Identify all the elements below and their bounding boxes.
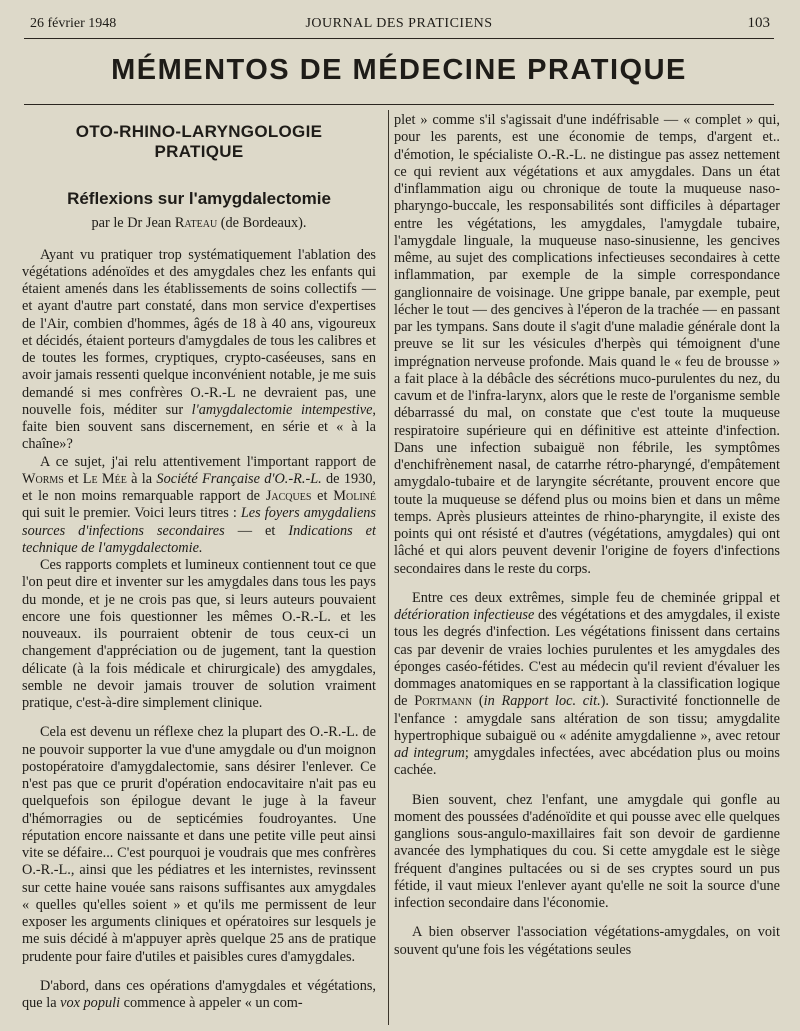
paragraph-text: ; amygdales infectées, avec abcédation plus ou moins cachée. [394, 745, 780, 779]
emphasis-text: Indications et technique de l'amygdalectomie. [22, 522, 376, 556]
paragraph-text: et [311, 488, 334, 504]
paragraph: A bien observer l'association végétations-amygdales, on voit souvent qu'une fois les végétations seules [394, 924, 780, 958]
running-head [24, 12, 774, 39]
emphasis-text: in Rapport loc. cit. [483, 693, 601, 710]
paragraph-text: ( [472, 693, 484, 710]
paragraph: Cela est devenu un réflexe chez la plupart des O.-R.-L. de ne pouvoir supporter la vue d'une amygdale ou d'un moignon postopératoire d'amygdalectomie, sans désirer l'enlever. Ce n'est pas que ce prurit d'opération endocavitaire n'ait pas eu quelquefois son épilogue devant le juge à la faveur d'hémorragies ou de septicémies foudroyantes. Une réputation encore naissante et dans une petite ville peut ainsi vite se défaire... C'est pourquoi je voudrais que mes confrères O.-R.-L., ainsi que les pédiatres et les internistes, revinssent sur cette haine vouée sans raisons suffisantes aux amygdales « quelles qu'elles soient » et qu'ils me permissent de leur exposer les arguments cliniques et opératoires sur lesquels je me suis décidé à m'appuyer après quelque 25 ans de pratique prudente pour faire d'utiles et paisibles cures d'amygdales. [22, 724, 376, 965]
byline-prefix: par le Dr Jean [91, 215, 175, 232]
paragraph: Bien souvent, chez l'enfant, une amygdale qui gonfle au moment des poussées d'adénoïdite et qui pousse avec elle quelques ganglions sous-angulo-maxillaires fait son devoir de gardienne avancée des lymphatiques du cou. Si cette amygdale est le siège fréquent d'angines pultacées ou si de ses cryptes sourd un pus fétide, il vaut mieux l'enlever ayant qu'elle ne soit la source d'une infection secondaire dans l'économie. [394, 791, 780, 911]
paragraph [22, 247, 376, 454]
paragraph: Ces rapports complets et lumineux contiennent tout ce que l'on peut dire et inventer sur les amygdales dans tous les pays du monde, et je ne crois pas que, si leurs auteurs pouvaient encore une fois questionner les mêmes O.-R.-L. et les nouveaux. ils pourraient obtenir de tous ceux-ci un changement d'appréciation ou de jugement, tant la question délicate (à la fois médicale et chirurgicale) des amygdales, semble ne devoir jamais trouver de solution vraiment pratique, c'est-à-dire simplement clinique. [22, 557, 376, 711]
banner-rule [24, 104, 774, 105]
emphasis-text: Société Française d'O.-R.-L. [156, 470, 322, 487]
emphasis-text: ad integrum [394, 745, 465, 761]
byline-suffix: (de Bordeaux). [217, 215, 307, 232]
paragraph: plet » comme s'il s'agissait d'une indéfrisable — « complet » qui, pour les parents, est une économie de temps, d'argent et.. d'émotion, le spécialiste O.-R.-L. ne distingue pas assez nettement ce qui revient aux végétations et aux amygdales. Dans un état d'inflammation aigu ou chronique de toute la muqueuse naso-pharyngo-buccale, les responsabilités sont difficiles à départager entre les végétations, les amygdales, l'amygdale tubaire, l'amygdale linguale, la muqueuse naso-sinusienne, les gencives même, au sujet des complications infectieuses secondaires à cette inflammation, par exemple de la simple correspondance ganglionnaire de voisinage. Une grippe banale, par exemple, peut lécher le tout — des gencives à l'éperon de la trachée — en passant par les tympans. Sans doute il s'agit d'une maladie générale dont la preuve se lit sur les vésicules d'herpès qui témoignent d'une imprégnation nerveuse profonde. Mais quand le « feu de brousse » a fait place à la débâcle des sécrétions muco-purulentes du nez, du cavum et de l'infra-larynx, alors que le reste de l'organisme semble débarrassé du mal, on constate que c'est toute la muqueuse respiratoire supérieure qui en définitive est atteinte d'infection. Dans une infection subaiguë non fébrile, les symptômes d'enchifrènement nasal, de catarrhe rétro-pharyngé, d'empâtement amygdalo-tubaire et de laryngite sécrétante, prouvent encore que toute la muqueuse se défend plus ou moins bien et dans un même temps. Après plusieurs atteintes de rhino-pharyngite, il existe des points qui ont résisté et d'autres (végétations, amygdales) qui ont lâché et qui alors peuvent devenir l'origine de foyers d'infections secondaires dans le reste du corps. [394, 112, 780, 577]
column-divider [388, 110, 389, 1025]
paragraph-text: et [63, 470, 83, 487]
paragraph [22, 978, 376, 1013]
author-name: Le Mée [82, 470, 127, 487]
paragraph-text: Entre ces deux extrêmes, simple feu de cheminée grippal et [412, 589, 780, 606]
left-column [22, 112, 376, 1027]
article-byline [22, 215, 376, 232]
paragraph-text: des végétations et des amygdales, il existe tous les degrés d'infection. Les végétations finissent dans certains cas par devenir de vraies lochies purulentes et les amygdales des éponges caséo-fétides. C'est au médecin qu'il revient d'évaluer les dommages anatomiques en se rapportant à la classification logique de [394, 607, 780, 710]
banner-title: MÉMENTOS DE MÉDECINE PRATIQUE [111, 54, 687, 86]
author-name: Moliné [333, 488, 376, 504]
section-title-line-1: OTO-RHINO-LARYNGOLOGIE [75, 122, 323, 141]
paragraph-text: qui suit le premier. Voici leurs titres : [22, 505, 241, 522]
paragraph-text: A ce sujet, j'ai relu attentivement l'important rapport de [40, 453, 376, 470]
paragraph-text: , faite bien souvent sans discernement, en série et « à la chaîne»? [22, 401, 376, 453]
paragraph-text: ). Suractivité fonctionnelle de l'enfance : amygdale sans altération de son tissu; amygdalite hypertrophique subaiguë ou « adénite amygdalienne », avec retour [394, 693, 780, 744]
emphasis-text: vox populi [60, 995, 121, 1011]
paragraph-text: Ayant vu pratiquer trop systématiquement l'ablation des végétations adénoïdes et des amygdales chez les enfants qui étaient amenés dans les établissements de soins collectifs — et ayant d'autre part constaté, dans mon service d'expertises de l'Air, combien d'hommes, âgés de 18 à 40 ans, vigoureux et décidés, étaient porteurs d'amygdales de tous les calibres et de toutes les formes, cryptiques, crypto-caséeuses, sans en avoir jamais ressenti quelque inconvénient notable, je me suis demandé si mes confrères O.-R.-L ne devraient pas, une nouvelle fois, méditer sur [22, 246, 376, 418]
emphasis-text: Les foyers amygdaliens sources d'infections secondaires [22, 505, 376, 539]
issue-date: 26 février 1948 [30, 16, 117, 31]
author-name: Portmann [414, 693, 473, 710]
paragraph-text: commence à appeler « un com- [120, 995, 303, 1011]
paragraph [394, 590, 780, 780]
paragraph-text: à la [126, 470, 157, 487]
journal-title: JOURNAL DES PRATICIENS [305, 16, 493, 31]
paragraph-text: D'abord, dans ces opérations d'amygdales et végétations, que la [22, 977, 376, 1011]
emphasis-text: détérioration infectieuse [394, 607, 535, 623]
paragraph [22, 454, 376, 558]
article-title: Réflexions sur l'amygdalectomie [67, 189, 331, 208]
author-name: Jacques [265, 488, 312, 504]
section-title [22, 122, 376, 162]
right-column [394, 112, 780, 1027]
section-title-line-2: PRATIQUE [154, 142, 244, 161]
paragraph-text: de 1930, et le non moins remarquable rapport de [22, 470, 376, 504]
author-name: Worms [22, 470, 64, 487]
byline-author: Rateau [174, 215, 218, 232]
page-number: 103 [747, 15, 770, 31]
emphasis-text: l'amygdalectomie intempestive [191, 401, 373, 418]
paragraph-text: — et [224, 522, 289, 539]
